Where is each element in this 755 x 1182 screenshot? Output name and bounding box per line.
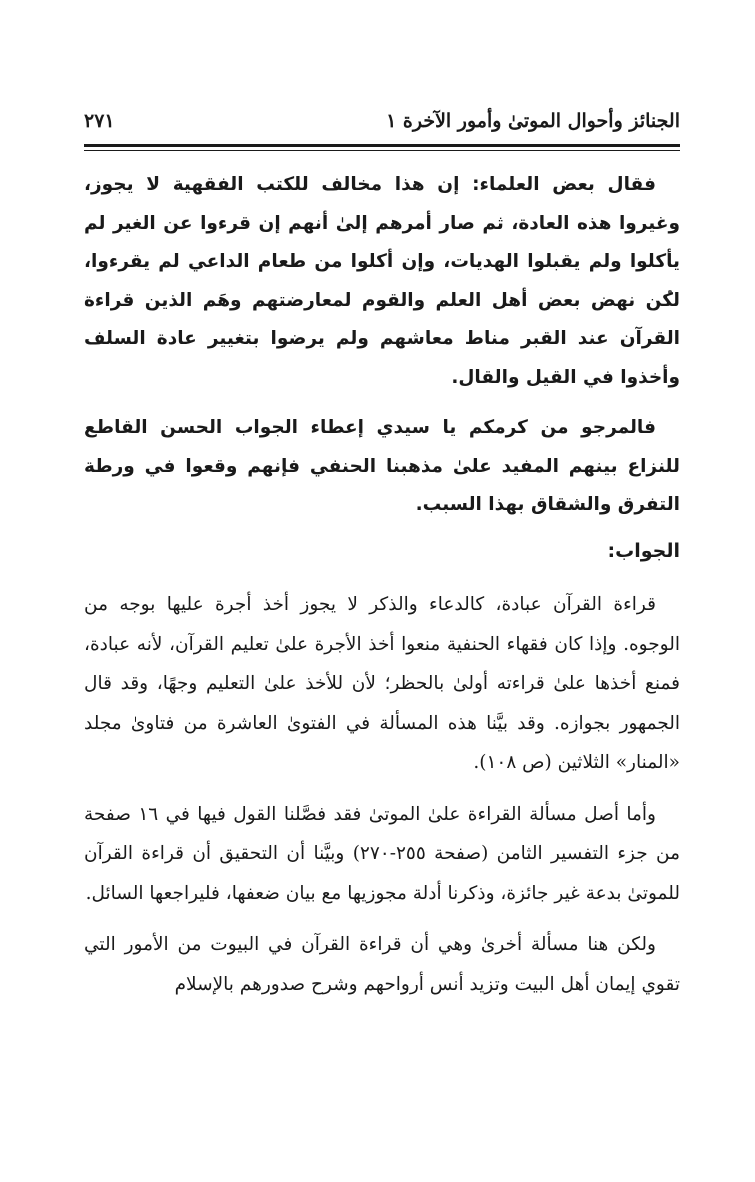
page-number: ٢٧١ [84, 110, 115, 132]
running-title: الجنائز وأحوال الموتىٰ وأمور الآخرة ١ [386, 110, 680, 132]
answer-paragraph: ولكن هنا مسألة أخرىٰ وهي أن قراءة القرآن في البيوت من الأمور التي تقوي إيمان أهل البيت وتزيد أنس أرواحهم وشرح صدورهم بالإسلام [84, 934, 680, 995]
question-paragraph: فقال بعض العلماء: إن هذا مخالف للكتب الفقهية لا يجوز، وغيروا هذه العادة، ثم صار أمرهم إلىٰ أنهم إن قرءوا عن الغير لم يأكلوا ولم يقبلوا الهديات، وإن أكلوا من طعام الداعي لم يقرءوا، لكن نهض بعض أهل العلم والقوم لمعارضتهم وهَم الذين قراءة القرآن عند القبر مناط معاشهم ولم يرضوا بتغيير عادة السلف وأخذوا في القيل والقال. [84, 174, 680, 388]
answer-heading: الجواب: [607, 540, 680, 562]
header-rule-thick [84, 144, 680, 147]
question-block [84, 166, 680, 525]
header-rule-thin [84, 150, 680, 151]
answer-block [84, 585, 680, 1016]
question-paragraph: فالمرجو من كرمكم يا سيدي إعطاء الجواب الحسن القاطع للنزاع بينهم المفيد علىٰ مذهبنا الحنفي فإنهم وقعوا في ورطة التفرق والشقاق بهذا السبب. [84, 417, 680, 515]
answer-paragraph: قراءة القرآن عبادة، كالدعاء والذكر لا يجوز أخذ أجرة عليها بوجه من الوجوه. وإذا كان فقهاء الحنفية منعوا أخذ الأجرة علىٰ تعليم القرآن، لأنه عبادة، فمنع أخذها علىٰ قراءته أولىٰ بالحظر؛ لأن للأخذ علىٰ التعليم وجهًا، وقد قال الجمهور بجوازه. وقد بيَّنا هذه المسألة في الفتوىٰ العاشرة من فتاوىٰ مجلد «المنار» الثلاثين (ص ١٠٨). [84, 594, 680, 773]
book-page [84, 0, 680, 1182]
answer-paragraph: وأما أصل مسألة القراءة علىٰ الموتىٰ فقد فصَّلنا القول فيها في ١٦ صفحة من جزء التفسير الثامن (صفحة ٢٥٥-٢٧٠) وبيَّنا أن التحقيق أن قراءة القرآن للموتىٰ بدعة غير جائزة، وذكرنا أدلة مجوزيها مع بيان ضعفها، فليراجعها السائل. [84, 803, 680, 904]
running-header [84, 104, 680, 138]
